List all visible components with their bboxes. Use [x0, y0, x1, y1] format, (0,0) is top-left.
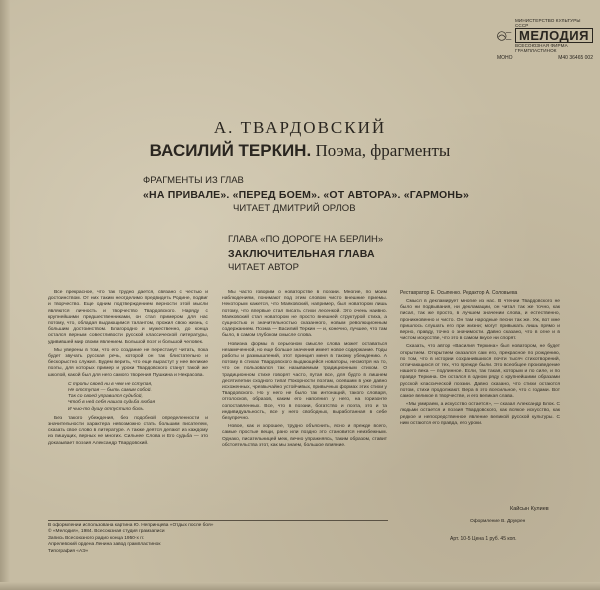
catalog-number: М40 36465 002 [558, 55, 593, 61]
title-line [0, 141, 600, 161]
paragraph: Новое, как и хорошее, трудно объяснить, ясно и прежде всего, самые простые вещи, рано или поздно это становится неизбежным. Однако, писательницей меж, вечно упражняясь, таким образом, ставит обстоятельства этот, как мы знаем, большое влияние. [222, 424, 387, 448]
paragraph: Сказать, что автор «Василия Теркина» был новатором, не будет открытием. Открытием оказался сам его, прекрасное по рождению, по том, что в истории сохранившихся почти тысяч стихотворений, отличающихся от тех, что прежде были. Это всеобщее произведение нашего века — подлинное. Если, так такая, которым и по силе, и по правде Теркина. Он остался в одном ряду с крупнейшими образами русской классической поэзии. Давно сказано, что стихи остаются потом, стихи продолжают. Вера в это всесильное, что с годами. Вот самое великое в творчестве, и его великая слава. [400, 344, 560, 400]
title-rest: Поэма, фрагменты [311, 141, 451, 160]
contents-block-1 [143, 174, 563, 216]
melodiya-logo-icon [497, 29, 512, 43]
divider [48, 520, 388, 521]
label-block [497, 18, 593, 61]
brand-name: МЕЛОДИЯ [515, 28, 593, 43]
reviewer-name: Кайсын Кулиев [510, 506, 549, 512]
restorer-credit: Реставратор Е. Осыпенко. Редактор А. Соловьева [400, 290, 518, 296]
text-column-3 [400, 290, 560, 429]
paragraph: Все прекрасное, что так трудно дается, связано с честью и достоинством. От них таким неотделимо предвидеть Родине, подвиг и творчество. Еще одним подтверждением верности этой мысли являются личность и творчество Твардовского. Наряду с крупнейшими предшественниками, он стал примером для нас потому, что, обладая выдающимся талантом, прожил свою жизнь, с большим достоинством. Благородно и мужественно, до конца остался верным совестливости русской классической литературы, удивившей мир своим явлением. Большой поэт и большой человек. [48, 290, 208, 345]
chapter-2: ГЛАВА «ПО ДОРОГЕ НА БЕРЛИН» [228, 234, 384, 245]
paragraph: Новизна формы в серьезном смысле слова может оставаться незамеченной, но еще больше значения имеет новое содержание. Годы работы и размышлений, этот принцип меня в такому убеждению. А потому в стихах Твардовского выдающейся новаторы, несмотря на то, что он пользовался так называемым традиционным стихом. О традиционном стихе говорят часто, путая все, для будто в лишнем десятилетии сходного типа! Покорности поэтам, осевшим в уже давно исхоженных, чрезвычайно устойчивых, привычных формах этих стихи у Твардовского. Но у него не было так интонаций, такого словаря, отголосков, образов, каким его наполнил у него, на горизонте сопоставленных. Все, что в поэзии, богатство и поэта, это и та индивидуальность, все у него свободных, выработанная в себе безупречно. [222, 341, 387, 422]
ministry-text: МИНИСТЕРСТВО КУЛЬТУРЫ СССР [514, 18, 581, 28]
chapters-list: «НА ПРИВАЛЕ». «ПЕРЕД БОЕМ». «ОТ АВТОРА». «ГАРМОНЬ» [143, 189, 469, 201]
catalog-row [497, 55, 593, 61]
designer-credit: Оформление В. Друкрен [470, 519, 526, 524]
paragraph: Мы уверены в том, что его создание не перестанут читать, пока будет звучать русская речь, которой он так блистательно и бескорыстно служил. Будем верить, что еще вырастут у нее великие поэты, для которых пример и уроки Твардовского станут такой же школой, какой был для него самого творения Пушкина и Некрасова. [48, 347, 208, 378]
author-name: А. ТВАРДОВСКИЙ [213, 118, 387, 137]
text-column-2 [222, 290, 387, 451]
quote: «Мы умираем, а искусство остается», — сказал Александр Блок. С людьми остается и поэзия Твардовского, как всякое искусство, как редкое и непосредственное явление великой русской культуры. С ним остаются его правда, его уроки. [400, 402, 560, 426]
print-line: Типография «АЭ» [48, 548, 89, 554]
painting-note: В оформлении использована картина Ю. Непринцева «Отдых после боя» [48, 523, 214, 528]
paragraph: Смысл в декламирует многие из нас. В чтении Твардовского не было ни подвывания, ни декламации, он читал так же точно, как писал, так же просто, в лучшем значении слова, и естественно, проникновенно и чисто. Он там народные песни так же. Уж, вот мне пришлось слушать его при жизни; могут привыкать лишь прямо и верно, правду, точно о значимости. Давно сказано, что в огне и в чистом искусстве, что это в самом вкусе ни спорят. [400, 299, 560, 342]
title-bold: ВАСИЛИЙ ТЕРКИН. [149, 141, 312, 160]
reader-2: ЧИТАЕТ АВТОР [228, 262, 299, 273]
verse: С тропы своей ни в чем не сступая, Не отступая — быть самим собой. Так со своей управился судьбой, Чтоб в ней себя нашла судьба любая И чью-то душу отпустило боль. [68, 381, 156, 412]
sleeve-edge-bottom [0, 582, 600, 590]
studio-text: ВСЕСОЮЗНАЯ ФИРМА ГРАМПЛАСТИНОК [514, 43, 568, 53]
logo-row [497, 18, 593, 53]
paragraph: Без такого убеждения, без подобной определенности и значительности характера невозможно стать большим писателем, сказать свое слово в литературе. А также деятся делают из каждому из пишущих, верных не многих. Сильнее Слова и Его судьба — это доказывает поэзия Александр Твардовский. [48, 415, 208, 446]
paragraph: Мы часто говорим о новаторстве в поэзии. Многие, по моим наблюдениям, понимают под этим словом чисто внешние приемы. Некоторым кажется, что Маяковский, например, был новатором лишь потому, что впервые стал писать стихи лесенкой. Это очень наивно. Маяковский стал новатором не просто внешней структурой стиха, а сущностью и значительностью сказанного, новым революционным содержанием. Поэма — Василий Теркин — и, конечно, лучшее, что там было, в самом глубоком смысле слова. [222, 290, 387, 339]
price-line: Арт. 10-5 Цена 1 руб. 45 коп. [450, 536, 517, 542]
company-line: © «Мелодия», 1984. Всесоюзная студия грамзаписи [48, 529, 165, 535]
factory-line: Апрелевский ордена Ленина завод грампластинок [48, 542, 161, 548]
final-chapter: ЗАКЛЮЧИТЕЛЬНАЯ ГЛАВА [228, 248, 375, 260]
studio-line: Запись Всесоюзного радио конца 1950-х гг. [48, 535, 145, 541]
contents-block-2 [228, 233, 528, 275]
reader-1: ЧИТАЕТ ДМИТРИЙ ОРЛОВ [233, 203, 356, 214]
fragments-heading: ФРАГМЕНТЫ ИЗ ГЛАВ [143, 175, 244, 186]
mono-text: МОНО [497, 55, 513, 61]
text-column-1 [48, 290, 208, 449]
sleeve-edge-left [0, 0, 10, 590]
